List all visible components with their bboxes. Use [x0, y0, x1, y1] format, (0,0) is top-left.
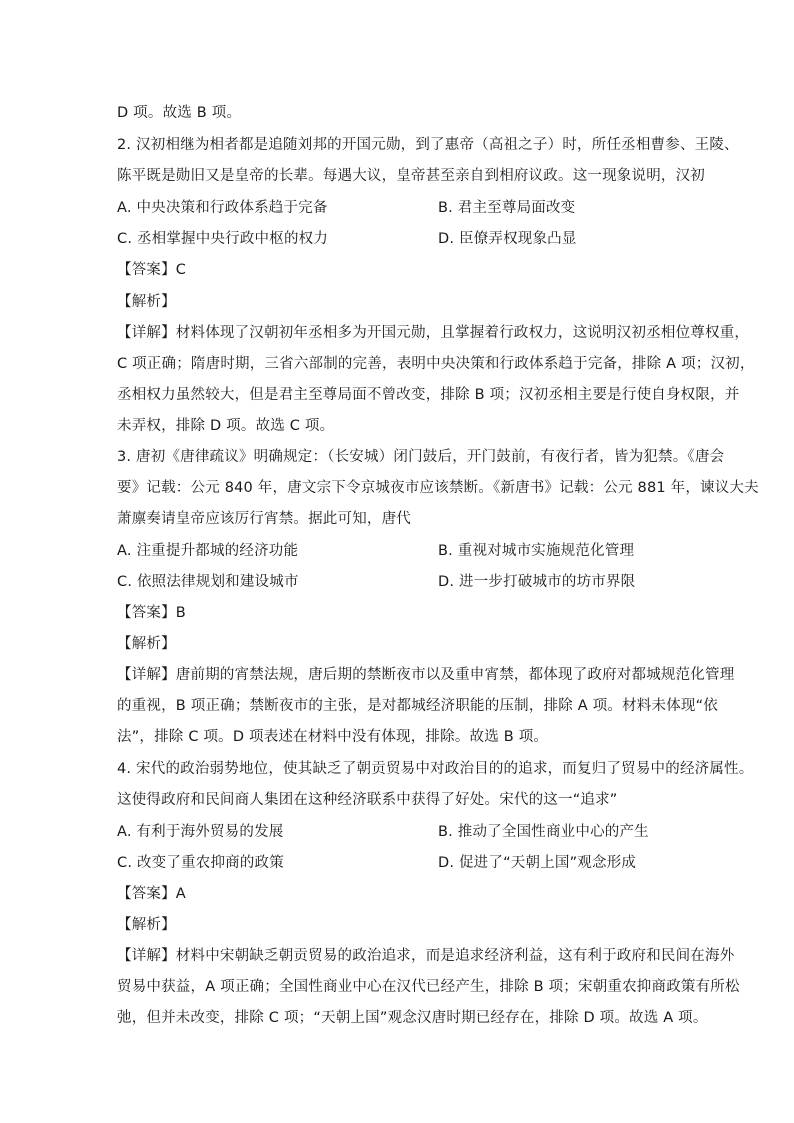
detail-line: 贸易中获益，A 项正确；全国性商业中心在汉代已经产生，排除 B 项；宋朝重农抑商政策有所松 — [117, 979, 740, 995]
analysis-label: 【解析】 — [117, 294, 176, 310]
detail-line: 弛，但并未改变，排除 C 项；“天朝上国”观念汉唐时期已经存在，排除 D 项。故选 A 项。 — [117, 1010, 708, 1026]
detail-line: 丞相权力虽然较大，但是君主至尊局面不曾改变，排除 B 项；汉初丞相主要是行使自身权限，并 — [117, 387, 740, 403]
detail-line: 法”，排除 C 项。D 项表述在材料中没有体现，排除。故选 B 项。 — [117, 729, 549, 745]
option-c: C. 改变了重农抑商的政策 — [117, 855, 284, 871]
answer-line: 【答案】A — [117, 886, 186, 902]
option-d: D. 促进了“天朝上国”观念形成 — [438, 855, 637, 871]
option-b: B. 君主至尊局面改变 — [438, 200, 576, 216]
option-a: A. 有利于海外贸易的发展 — [117, 824, 284, 840]
option-a: A. 中央决策和行政体系趋于完备 — [117, 200, 328, 216]
detail-line: 【详解】材料体现了汉朝初年丞相多为开国元勋，且掌握着行政权力，这说明汉初丞相位尊权重， — [117, 325, 750, 341]
option-b: B. 推动了全国性商业中心的产生 — [438, 824, 649, 840]
answer-line: 【答案】C — [117, 262, 187, 278]
question-stem-line: 3. 唐初《唐律疏议》明确规定：（长安城）闭门鼓后，开门鼓前，有夜行者，皆为犯禁。《唐会 — [117, 449, 725, 465]
question-stem-line: 这使得政府和民间商人集团在这种经济联系中获得了好处。宋代的这一“追求” — [117, 792, 618, 808]
question-stem-line: 陈平既是勋旧又是皇帝的长辈。每遇大议，皇帝甚至亲自到相府议政。这一现象说明，汉初 — [117, 168, 705, 184]
detail-line: 的重视，B 项正确；禁断夜市的主张，是对都城经济职能的压制，排除 A 项。材料未体现“依 — [117, 698, 719, 714]
option-a: A. 注重提升都城的经济功能 — [117, 543, 299, 559]
option-c: C. 丞相掌握中央行政中枢的权力 — [117, 231, 329, 247]
question-stem-line: 萧廪奏请皇帝应该厉行宵禁。据此可知，唐代 — [117, 511, 411, 527]
detail-line: C 项正确；隋唐时期，三省六部制的完善，表明中央决策和行政体系趋于完备，排除 A 项；汉初， — [117, 356, 755, 372]
analysis-label: 【解析】 — [117, 917, 176, 933]
option-b: B. 重视对城市实施规范化管理 — [438, 543, 635, 559]
analysis-label: 【解析】 — [117, 636, 176, 652]
detail-line: 【详解】唐前期的宵禁法规，唐后期的禁断夜市以及重申宵禁，都体现了政府对都城规范化管理 — [117, 667, 735, 683]
answer-line: 【答案】B — [117, 605, 186, 621]
question-stem-line: 要》记载：公元 840 年，唐文宗下令京城夜市应该禁断。《新唐书》记载：公元 881 年，谏议大夫 — [117, 480, 759, 496]
option-d: D. 臣僚弄权现象凸显 — [438, 231, 577, 247]
detail-line: 未弄权，排除 D 项。故选 C 项。 — [117, 418, 335, 434]
option-d: D. 进一步打破城市的坊市界限 — [438, 574, 636, 590]
question-stem-line: 2. 汉初相继为相者都是追随刘邦的开国元勋，到了惠帝（高祖之子）时，所任丞相曹参、王陵、 — [117, 137, 739, 153]
question-stem-line: 4. 宋代的政治弱势地位，使其缺乏了朝贡贸易中对政治目的的追求，而复归了贸易中的经济属性。 — [117, 761, 754, 777]
detail-line: 【详解】材料中宋朝缺乏朝贡贸易的政治追求，而是追求经济利益，这有利于政府和民间在海外 — [117, 948, 735, 964]
intro-tail: D 项。故选 B 项。 — [117, 105, 242, 121]
option-c: C. 依照法律规划和建设城市 — [117, 574, 299, 590]
